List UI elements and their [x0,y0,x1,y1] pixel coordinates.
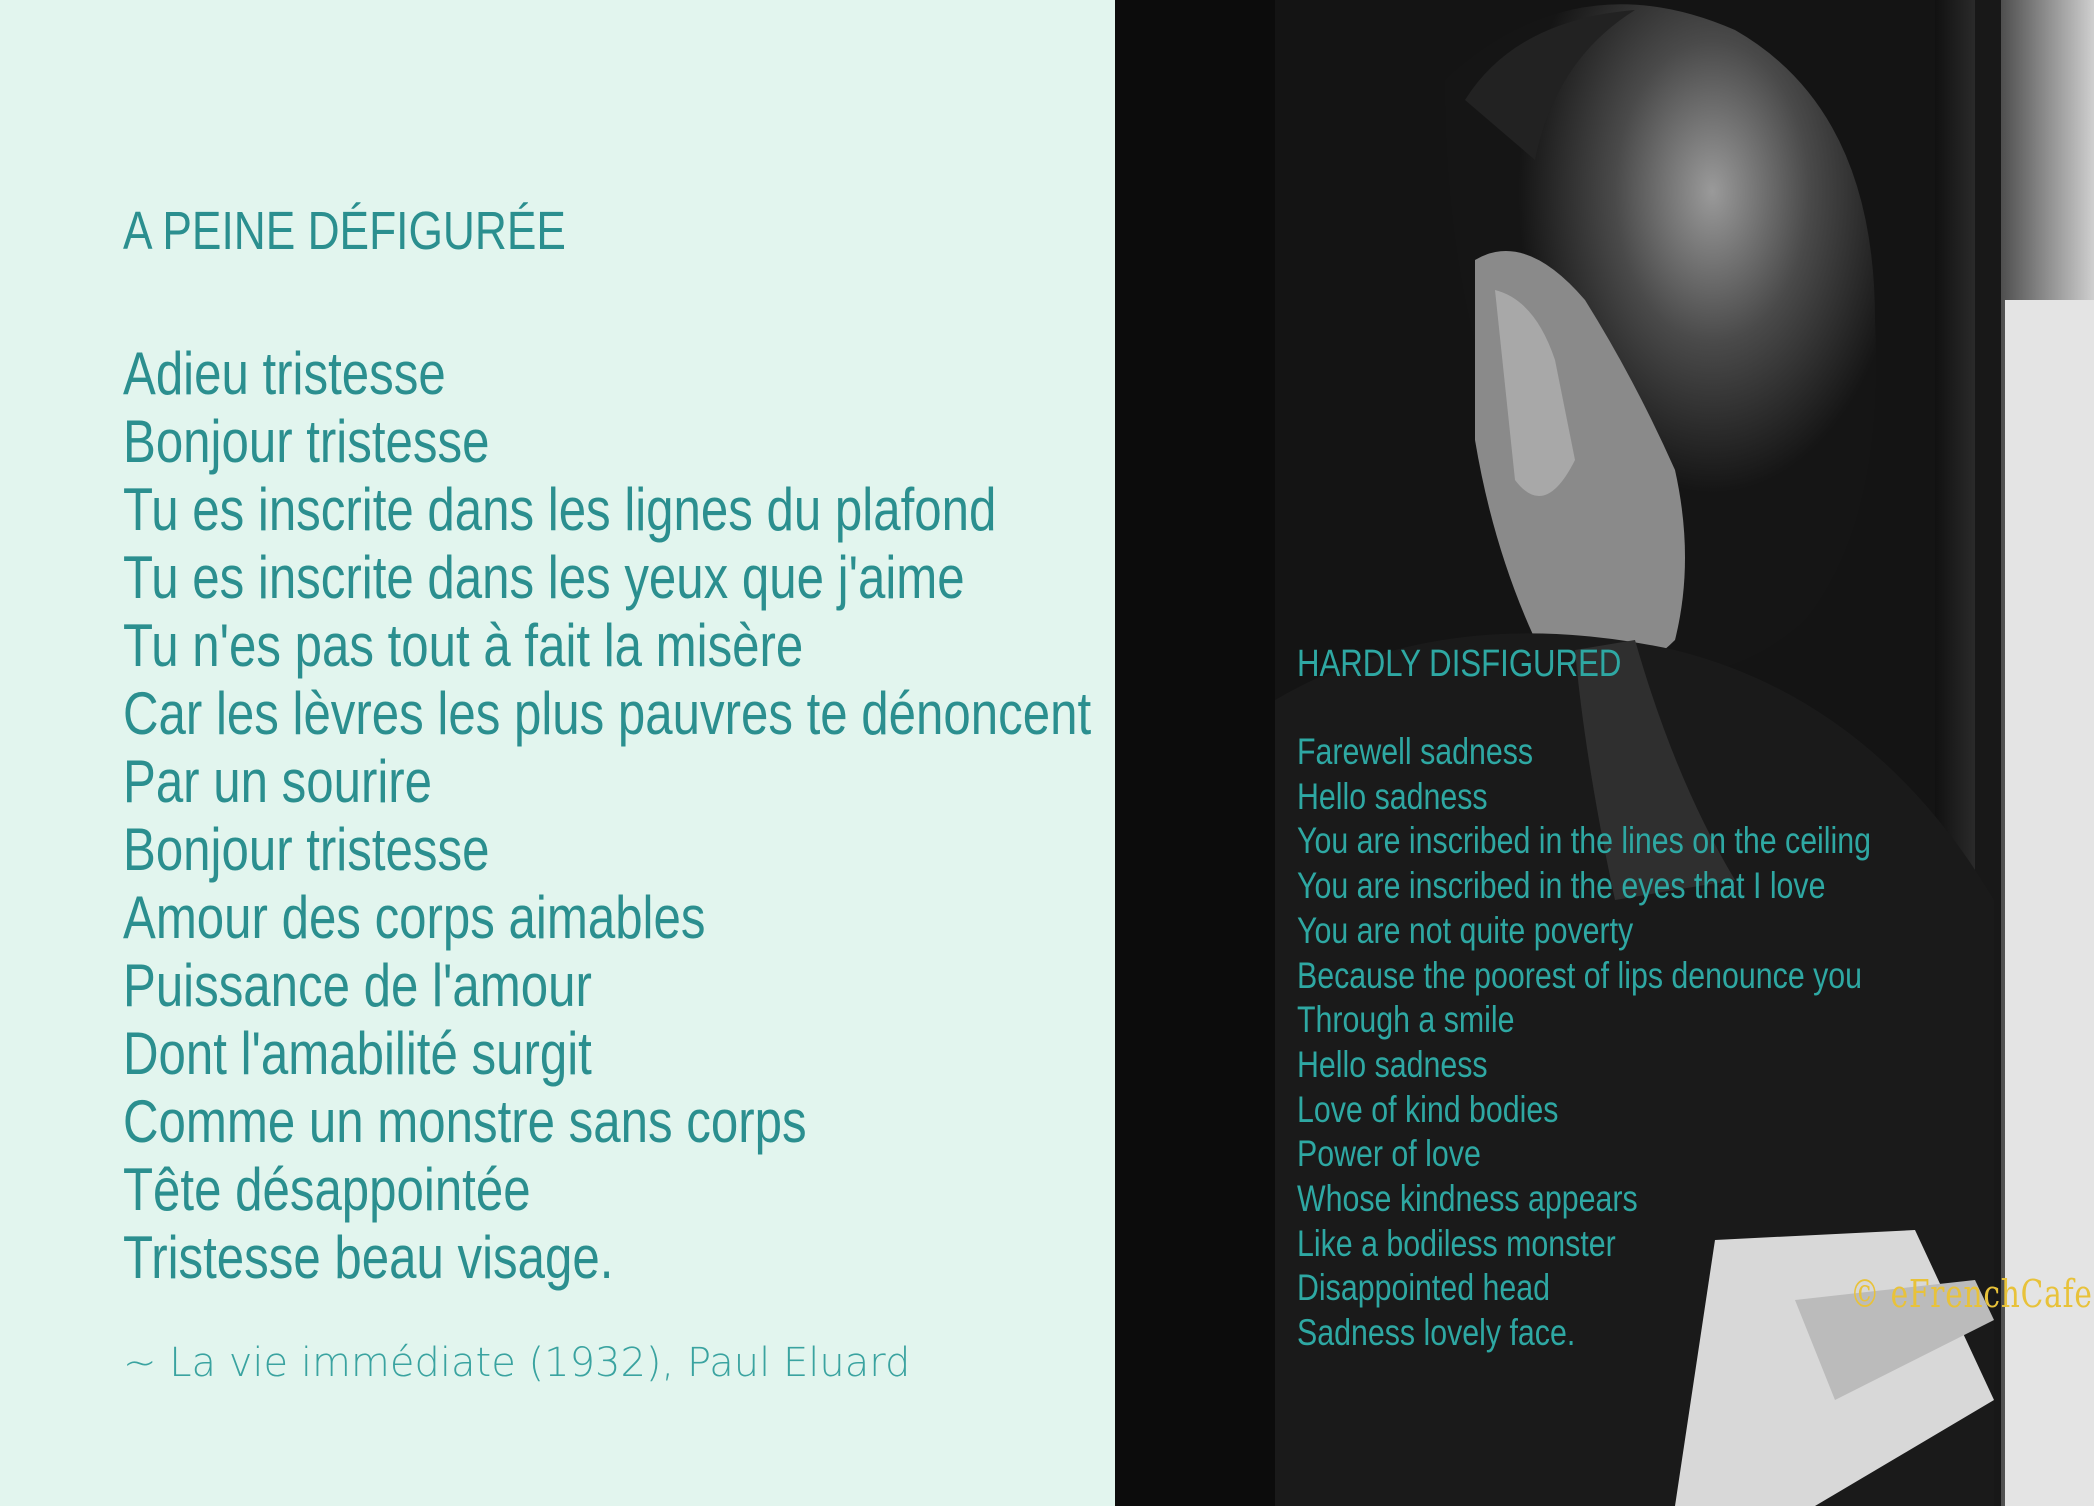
french-poem-line: Tête désappointée [123,1156,531,1223]
french-poem-line: Tristesse beau visage. [123,1224,614,1291]
english-poem-lines [1297,730,1871,1356]
french-poem-line: Adieu tristesse [123,340,446,407]
english-poem-line: Power of love [1297,1133,1481,1175]
english-poem-title: HARDLY DISFIGURED [1297,643,1622,685]
english-poem-line: Love of kind bodies [1297,1088,1559,1130]
english-poem-line: Hello sadness [1297,775,1488,817]
french-poem-line: Bonjour tristesse [123,816,490,883]
english-poem-line: You are inscribed in the lines on the ceiling [1297,820,1872,862]
english-poem-line: Sadness lovely face. [1297,1312,1576,1354]
english-translation [1297,643,1871,1356]
french-poem-line: Par un sourire [123,748,433,815]
french-poem-lines [123,340,1091,1292]
english-poem-line: Through a smile [1297,999,1515,1041]
french-poem-line: Car les lèvres les plus pauvres te dénoncent [123,680,1092,747]
english-poem-line: Farewell sadness [1297,731,1534,772]
french-poem-line: Tu es inscrite dans les yeux que j'aime [123,544,965,611]
english-poem-line: You are not quite poverty [1297,909,1634,951]
french-poem-line: Tu n'es pas tout à fait la misère [123,612,804,679]
french-poem-line: Bonjour tristesse [123,408,490,475]
french-poem-line: Amour des corps aimables [123,884,706,951]
english-poem-line: Like a bodiless monster [1297,1222,1616,1264]
english-poem-line: Hello sadness [1297,1043,1488,1085]
english-poem-line: Disappointed head [1297,1267,1551,1309]
english-poem-line: Whose kindness appears [1297,1178,1638,1220]
poem-attribution: ~ La vie immédiate (1932), Paul Eluard [123,1340,911,1386]
french-poem-line: Tu es inscrite dans les lignes du plafond [123,476,997,543]
french-poem-title: A PEINE DÉFIGURÉE [123,201,566,261]
english-poem-line: You are inscribed in the eyes that I love [1297,865,1826,907]
french-poem-line: Puissance de l'amour [123,952,592,1019]
english-poem-line: Because the poorest of lips denounce you [1297,954,1863,996]
copyright-watermark: © eFrenchCafe [1850,1272,2093,1316]
french-poem-line: Comme un monstre sans corps [123,1088,807,1155]
french-poem-line: Dont l'amabilité surgit [123,1020,592,1087]
